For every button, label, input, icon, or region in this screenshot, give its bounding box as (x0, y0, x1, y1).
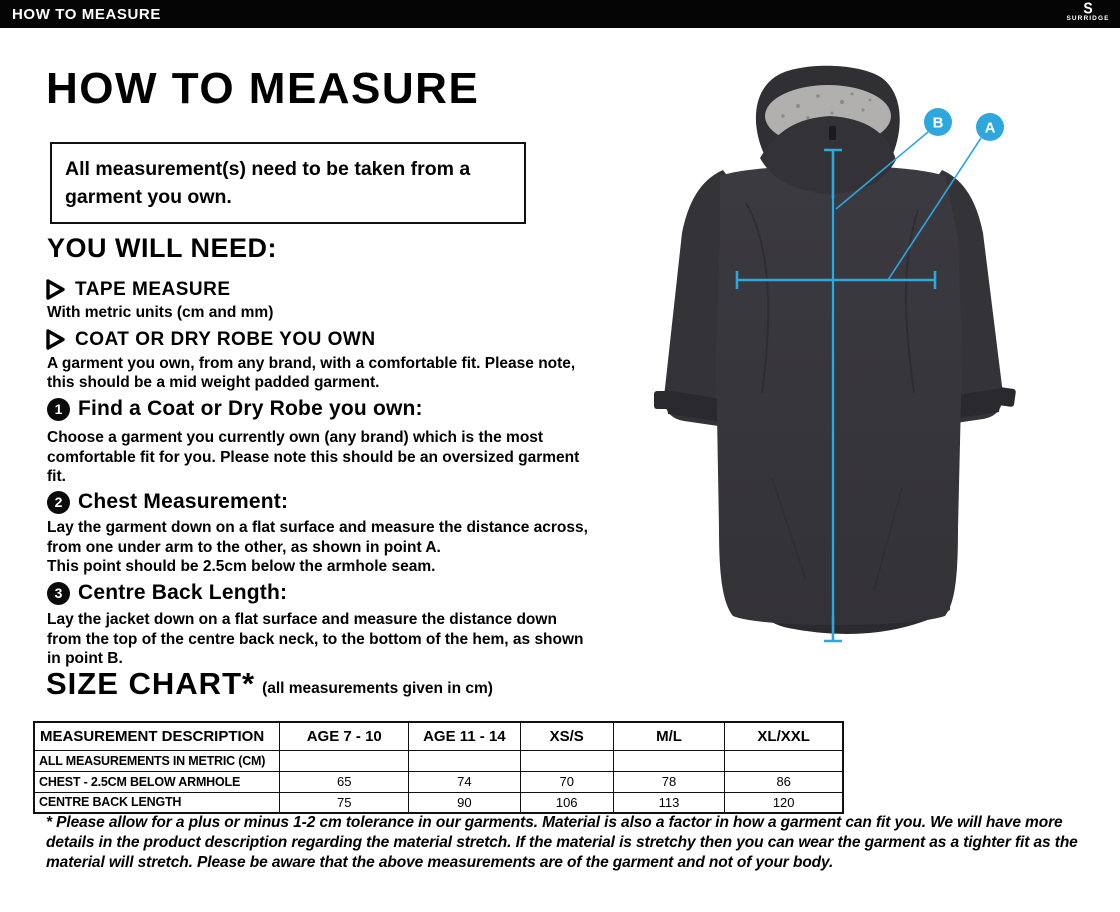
surridge-wordmark: SURRIDGE (1066, 15, 1110, 22)
col-header-xs-s: XS/S (520, 722, 613, 750)
you-will-need-heading: YOU WILL NEED: (47, 233, 278, 263)
triangle-bullet-icon (45, 328, 66, 351)
label-a-text: A (984, 119, 996, 137)
step-2-heading (47, 490, 288, 514)
need-item-label: TAPE MEASURE (75, 278, 231, 300)
col-header-age-11-14: AGE 11 - 14 (409, 722, 521, 750)
size-chart-subtitle: (all measurements given in cm) (262, 680, 493, 697)
dry-robe-illustration (620, 58, 1120, 670)
col-header-age-7-10: AGE 7 - 10 (280, 722, 409, 750)
col-header-m-l: M/L (613, 722, 725, 750)
size-chart-heading (46, 666, 493, 702)
coat-left-cuff-strap (654, 391, 670, 409)
cell: 65 (280, 771, 409, 792)
cell: 78 (613, 771, 725, 792)
step-3-badge: 3 (47, 582, 70, 605)
page-title: HOW TO MEASURE (46, 64, 480, 113)
cell: 75 (280, 792, 409, 813)
need-item-desc: With metric units (cm and mm) (47, 304, 274, 321)
step-1-badge: 1 (47, 398, 70, 421)
table-row (34, 792, 843, 813)
note-box (50, 142, 526, 224)
cell: 86 (725, 771, 843, 792)
cell (613, 750, 725, 771)
cell: 120 (725, 792, 843, 813)
step-2-desc-line1: Lay the garment down on a flat surface and measure the distance across, from one under arm to the other, as shown in point A. (47, 519, 588, 556)
table-row (34, 750, 843, 771)
cell (520, 750, 613, 771)
need-item-coat (45, 328, 376, 351)
cell: 90 (409, 792, 521, 813)
need-item-tape-measure (45, 278, 231, 301)
step-3-desc: Lay the jacket down on a flat surface and measure the distance down from the top of the centre back neck, to the bottom of the hem, as shown in point B. (47, 611, 584, 667)
coat-body (716, 166, 962, 626)
step-1-heading (47, 397, 423, 421)
need-item-desc: A garment you own, from any brand, with a comfortable fit. Please note, this should be a mid weight padded garment. (47, 355, 576, 391)
size-chart-title: SIZE CHART* (46, 666, 256, 701)
zip-pull (829, 126, 836, 140)
topbar-title: HOW TO MEASURE (12, 5, 161, 23)
surridge-logo (1062, 1, 1114, 23)
note-text: All measurement(s) need to be taken from a garment you own. (65, 158, 471, 208)
top-bar (0, 0, 1120, 28)
cell: 106 (520, 792, 613, 813)
col-header-description: MEASUREMENT DESCRIPTION (34, 722, 280, 750)
size-chart-table (33, 721, 844, 814)
step-3-heading (47, 581, 287, 605)
cell (409, 750, 521, 771)
table-row (34, 771, 843, 792)
label-b-text: B (932, 114, 944, 132)
table-header-row (34, 722, 843, 750)
cell: 70 (520, 771, 613, 792)
cell: 113 (613, 792, 725, 813)
triangle-bullet-icon (45, 278, 66, 301)
col-header-xl-xxl: XL/XXL (725, 722, 843, 750)
step-3-title: Centre Back Length: (78, 581, 288, 604)
coat-right-cuff-strap (997, 387, 1016, 407)
surridge-s-icon: S (1083, 0, 1093, 17)
row-label-metric: ALL MEASUREMENTS IN METRIC (CM) (34, 750, 280, 771)
step-2-badge: 2 (47, 491, 70, 514)
cell (280, 750, 409, 771)
step-2-title: Chest Measurement: (78, 490, 289, 513)
cell: 74 (409, 771, 521, 792)
row-label-centre-back: CENTRE BACK LENGTH (34, 792, 280, 813)
row-label-chest: CHEST - 2.5CM BELOW ARMHOLE (34, 771, 280, 792)
need-item-label: COAT OR DRY ROBE YOU OWN (75, 328, 376, 350)
cell (725, 750, 843, 771)
tolerance-footnote: * Please allow for a plus or minus 1-2 cm tolerance in our garments. Material is also a factor in how a garment can fit you. We will have more details in the product description regarding the material stretch. If the material is stretchy then you can wear the garment as a tighter fit as the material will stretch. Please be aware that the above measurements are of the garment and not of your body. (46, 814, 1078, 871)
dry-robe-diagram (620, 58, 1120, 670)
step-1-desc: Choose a garment you currently own (any brand) which is the most comfortable fit for you. Please note this should be an oversized garment fit. (47, 429, 580, 485)
step-2-desc-line2: This point should be 2.5cm below the armhole seam. (47, 558, 436, 575)
step-1-title: Find a Coat or Dry Robe you own: (78, 397, 423, 420)
step-2-desc (47, 518, 595, 577)
